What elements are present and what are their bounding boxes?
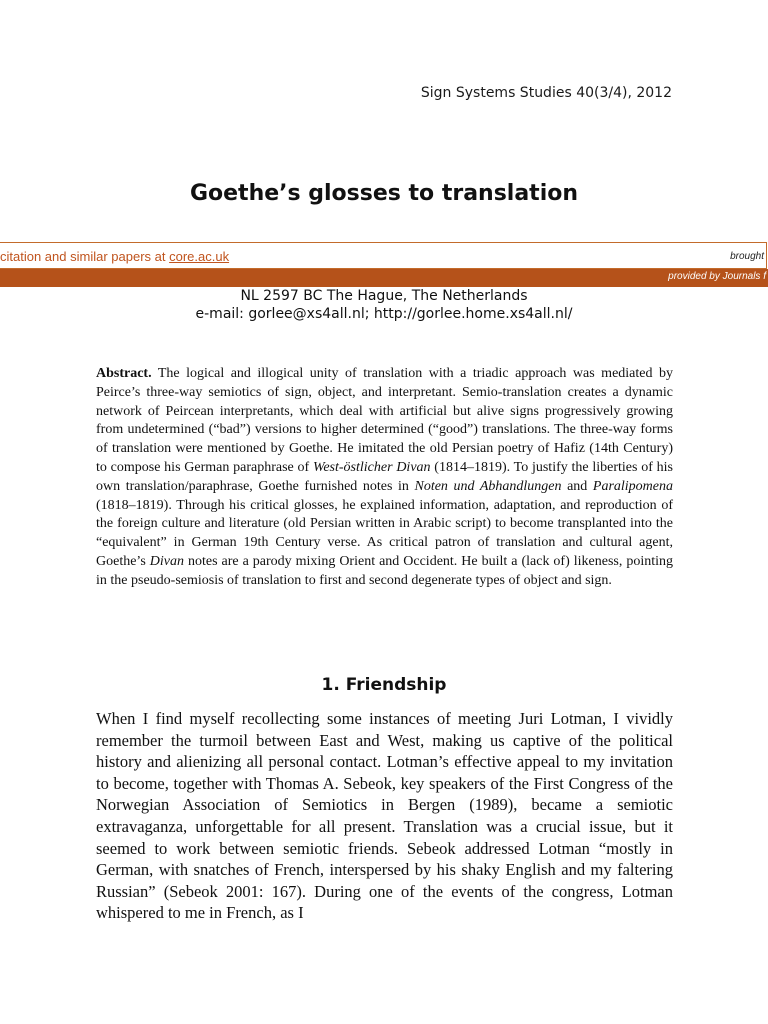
abstract-italic-title: Paralipomena [592,478,673,494]
affiliation-contact: e-mail: gorlee@xs4all.nl; http://gorlee.home.xs4all.nl/ [195,306,573,322]
abstract-text: (1814–1819). To justify the liberties of his own translation/paraphrase, Goethe furnished notes in [96,459,674,494]
abstract-label: Abstract. [96,366,152,381]
abstract-text: and [561,478,593,494]
core-banner [0,242,767,269]
abstract-paragraph [96,365,673,591]
abstract-text: notes are a parody mixing Orient and Occident. He built a (lack of) likeness, pointing in the pseudo-semiosis of translation to first and second degenerate types of object and sign. [96,553,674,588]
body-text [96,708,673,924]
core-link[interactable]: core.ac.uk [169,249,230,264]
affiliation [0,287,768,323]
body-paragraph: When I find myself recollecting some instances of meeting Juri Lotman, I vividly remember the turmoil between East and West, making us captive of the political history and alienizing all personal contact. Lotman’s effective appeal to my invitation to become, together with Thomas A. Sebeok, key speakers of the First Congress of the Norwegian Association of Semiotics in Bergen (1989), became a semiotic extravaganza, unforgettable for all present. Translation was a crucial issue, but it seemed to work between semiotic friends. Sebeok addressed Lotman “mostly in German, with snatches of French, interspersed by his shaky English and my faltering Russian” (Sebeok 2001: 167). During one of the events of the congress, Lotman whispered to me in French, as I [96,709,673,923]
core-banner-prefix: citation and similar papers at [0,249,170,264]
abstract-italic-title: Noten und Abhandlungen [414,478,562,494]
paper-title: Goethe’s glosses to translation [189,181,579,206]
core-banner-brought: brought [730,251,764,262]
abstract [96,365,673,591]
journal-reference: Sign Systems Studies 40(3/4), 2012 [420,85,672,101]
abstract-italic-title: Divan [149,553,184,569]
abstract-italic-title: West-östlicher Divan [312,459,431,475]
abstract-text: (1818–1819). Through his critical glosses, he explained information, adaptation, and reproduction of the foreign culture and literature (old Persian written in Arabic script) to become transplanted into the “equivalent” in German 19th Century verse. As critical patron of translation and cultural agent, Goethe’s [96,497,673,569]
affiliation-address: NL 2597 BC The Hague, The Netherlands [240,288,528,304]
provided-by-text[interactable]: provided by Journals f [668,271,766,282]
provided-by-bar [0,269,768,287]
section-heading: 1. Friendship [321,675,447,695]
abstract-text: The logical and illogical unity of translation with a triadic approach was mediated by Peirce’s three-way semiotics of sign, object, and interpretant. Semio-translation creates a dynamic network of Peircean interpretants, which deal with artificial but alive signs progressively growing from undetermined (“bad”) versions to higher determined (“good”) translations. The three-way forms of translation were mentioned by Goethe. He imitated the old Persian poetry of Hafiz (14th Century) to compose his German paraphrase of [96,366,673,475]
core-banner-text [0,249,229,264]
